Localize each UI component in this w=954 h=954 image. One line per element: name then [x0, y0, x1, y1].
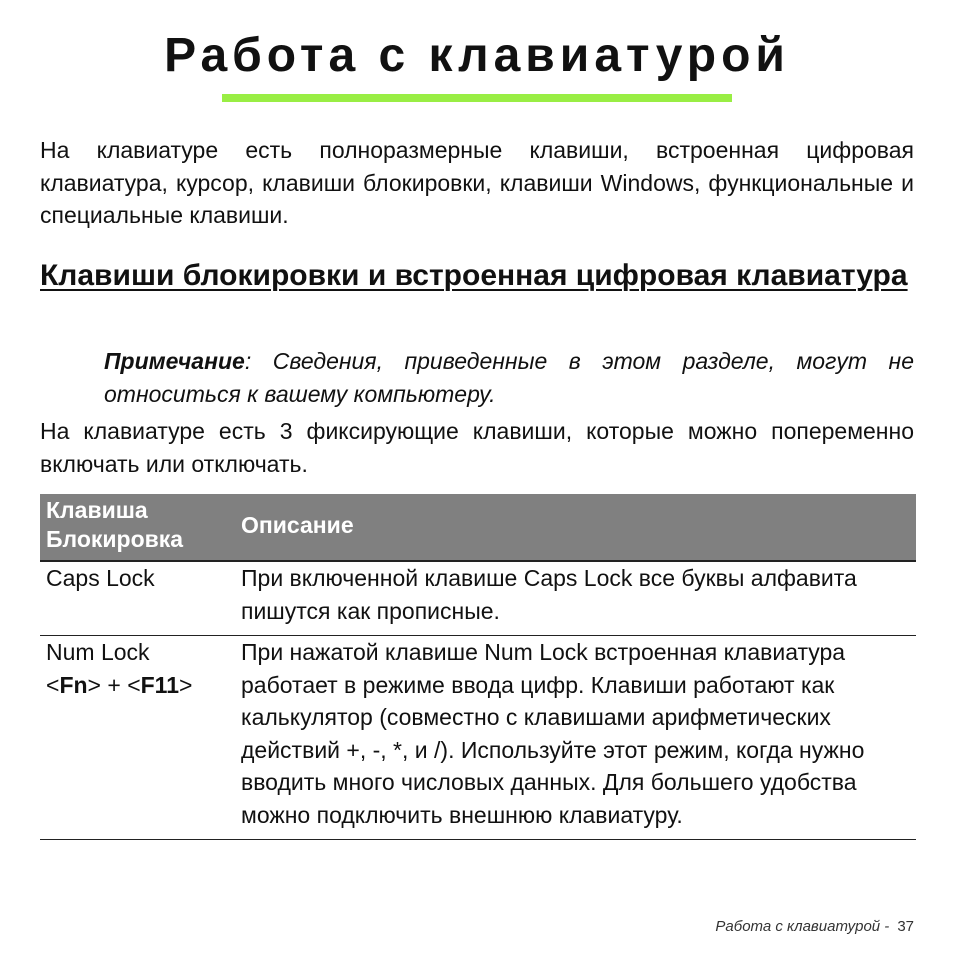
row-key: Caps Lock: [40, 561, 235, 636]
header-key: [40, 494, 235, 561]
lock-keys-table: [40, 494, 916, 840]
note-text: : Сведения, приведенные в этом разделе, могут не относиться к вашему компьютеру.: [104, 348, 914, 407]
row-key-name: Num Lock: [46, 639, 150, 665]
header-description: Описание: [235, 494, 916, 561]
combo-bracket: >: [179, 671, 193, 698]
row-description: При нажатой клавише Num Lock встроенная клавиатура работает в режиме ввода цифр. Клавиши работают как калькулятор (совместно с клавишами арифметических действий +, -, *, и /). Используйте этот режим, когда нужно вводить много числовых данных. Для большего удобства можно подключить внешнюю клавиатуру.: [235, 636, 916, 840]
page-footer: [715, 918, 914, 935]
header-key-line1: Клавиша: [46, 497, 148, 523]
row-description: При включенной клавише Caps Lock все буквы алфавита пишутся как прописные.: [235, 561, 916, 636]
lock-keys-paragraph: На клавиатуре есть 3 фиксирующие клавиши, которые можно попеременно включать или отключать.: [40, 418, 914, 477]
note-label: Примечание: [104, 348, 245, 374]
table-row: [40, 636, 916, 840]
header-key-line2: Блокировка: [46, 526, 184, 552]
table-row: [40, 561, 916, 636]
key-combo: [46, 672, 192, 698]
table-header-row: [40, 494, 916, 561]
footer-text: Работа с клавиатурой -: [715, 918, 890, 935]
combo-bracket: <: [46, 671, 60, 698]
title-underline-bar: [222, 94, 732, 102]
intro-paragraph: На клавиатуре есть полноразмерные клавиши, встроенная цифровая клавиатура, курсор, клавиши блокировки, клавиши Windows, функциональные и специальные клавиши.: [40, 137, 914, 228]
row-key: [40, 636, 235, 840]
combo-plus: > + <: [87, 671, 141, 698]
section-heading-text: Клавиши блокировки и встроенная цифровая клавиатура: [40, 259, 908, 292]
note-paragraph: [104, 345, 914, 411]
page-title: Работа с клавиатурой: [164, 29, 790, 82]
section-heading: [40, 258, 914, 294]
combo-key-f11: F11: [140, 671, 179, 698]
page-number: 37: [897, 918, 914, 935]
combo-key-fn: Fn: [59, 671, 88, 698]
